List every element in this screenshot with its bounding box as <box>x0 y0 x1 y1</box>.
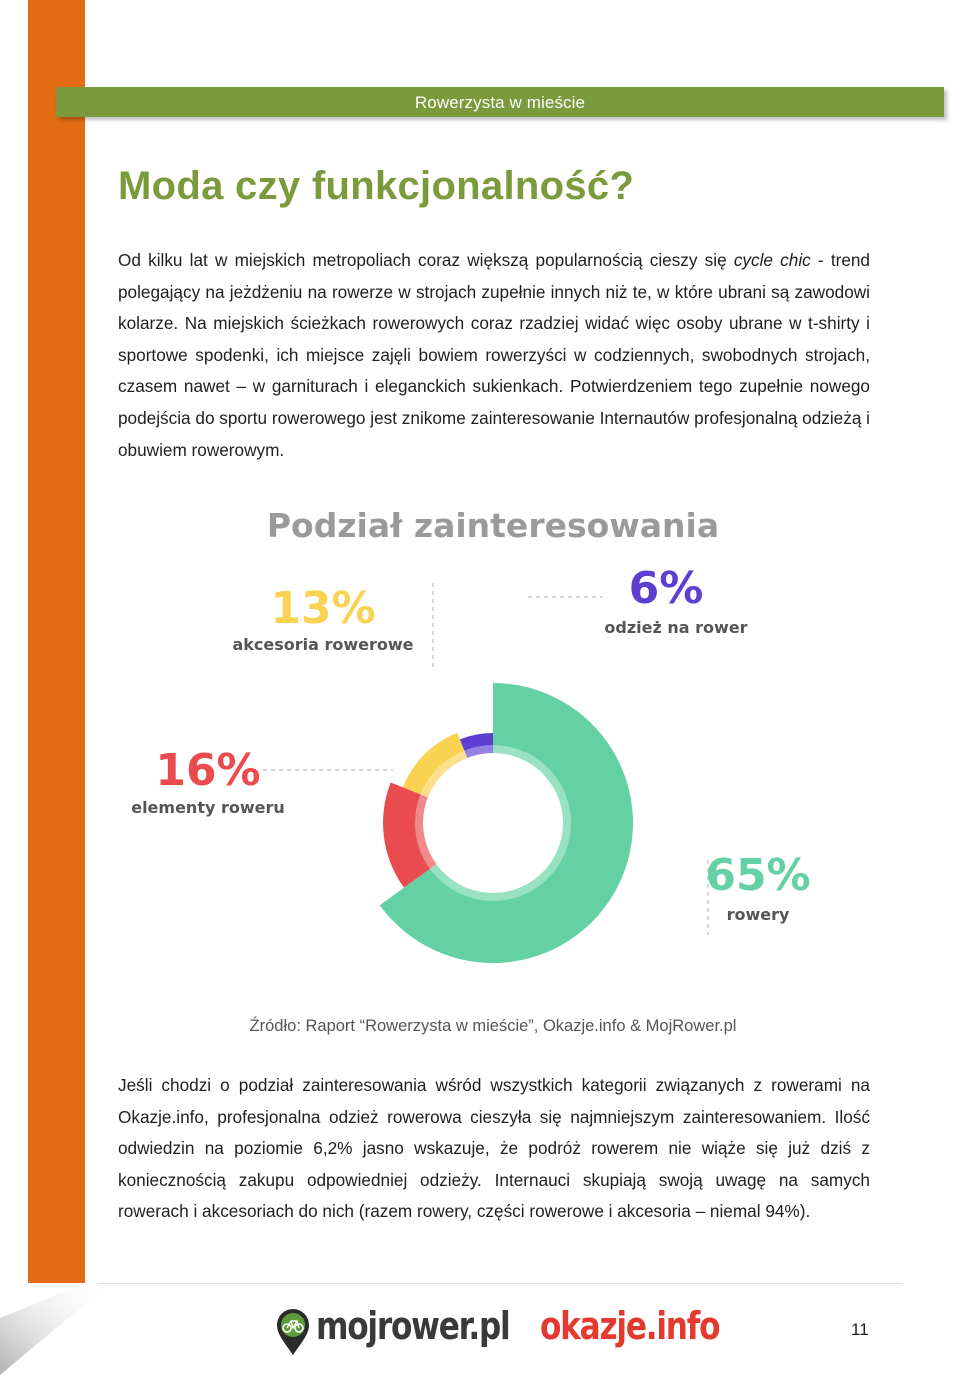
analysis-paragraph: Jeśli chodzi o podział zainteresowania wśród wszystkich kategorii związanych z rowerami na Okazje.info, profesjonalna odzież rowerowa cieszyła się najmniejszym zainteresowaniem. Ilość odwiedzin na poziomie 6,2% jasno wskazuje, że podróż rowerem nie wiąże się już dziś z koniecznością zakupu odpowiedniej odzieży. Internauci skupiają swoją uwagę na samych rowerach i akcesoriach do nich (razem rowery, części rowerowe i akcesoria – niemal 94%). <box>118 1075 870 1222</box>
footer-divider <box>98 1283 902 1284</box>
section-header-band <box>56 87 944 117</box>
chart-svg <box>118 495 858 1050</box>
donut-slice-akcesoria-rowerowe <box>403 733 467 797</box>
interest-donut-chart <box>118 495 858 1050</box>
okazje-logo: okazje.info <box>540 1304 720 1348</box>
page-title: Moda czy funkcjonalność? <box>118 164 635 208</box>
slice-percent-label: 65% <box>705 850 811 901</box>
bike-badge-icon <box>276 1308 310 1356</box>
orange-side-bar <box>28 0 85 1283</box>
footer-logos <box>272 1300 752 1360</box>
slice-percent-label: 16% <box>155 745 261 796</box>
chart-source: Źródło: Raport “Rowerzysta w mieście”, Okazje.info & MojRower.pl <box>249 1017 737 1035</box>
donut-slices <box>380 683 633 963</box>
page-number: 11 <box>851 1320 869 1339</box>
slice-category-label: odzież na rower <box>604 618 748 637</box>
slice-category-label: rowery <box>726 905 790 924</box>
page-curl-shadow <box>0 1283 110 1375</box>
donut-inner-ring <box>419 749 567 897</box>
intro-text-part1: Od kilku lat w miejskich metropoliach coraz większą popularnością cieszy się <box>118 250 734 270</box>
slice-category-label: elementy roweru <box>131 798 285 817</box>
intro-emphasis: cycle chic <box>733 250 811 270</box>
slice-category-label: akcesoria rowerowe <box>232 635 414 654</box>
slice-percent-label: 13% <box>270 583 376 634</box>
chart-title: Podział zainteresowania <box>266 506 720 545</box>
intro-paragraph <box>118 245 870 466</box>
mojrower-logo: mojrower.pl <box>316 1304 510 1348</box>
section-header-text: Rowerzysta w mieście <box>414 93 586 112</box>
slice-percent-label: 6% <box>628 563 704 614</box>
intro-text-part2: - trend polegający na jeżdżeniu na rowerze w strojach zupełnie innych niż te, w które ubrani są zawodowi kolarze. Na miejskich ścieżkach rowerowych coraz rzadziej widać więc osoby ubrane w t-shirty i sportowe spodenki, ich miejsce zajęli bowiem rowerzyści w codziennych, swobodnych strojach, czasem nawet – w garniturach i eleganckich sukienkach. Potwierdzeniem tego zupełnie nowego podejścia do sportu rowerowego jest znikome zainteresowanie Internautów profesjonalną odzieżą i obuwiem rowerowym. <box>118 250 870 460</box>
